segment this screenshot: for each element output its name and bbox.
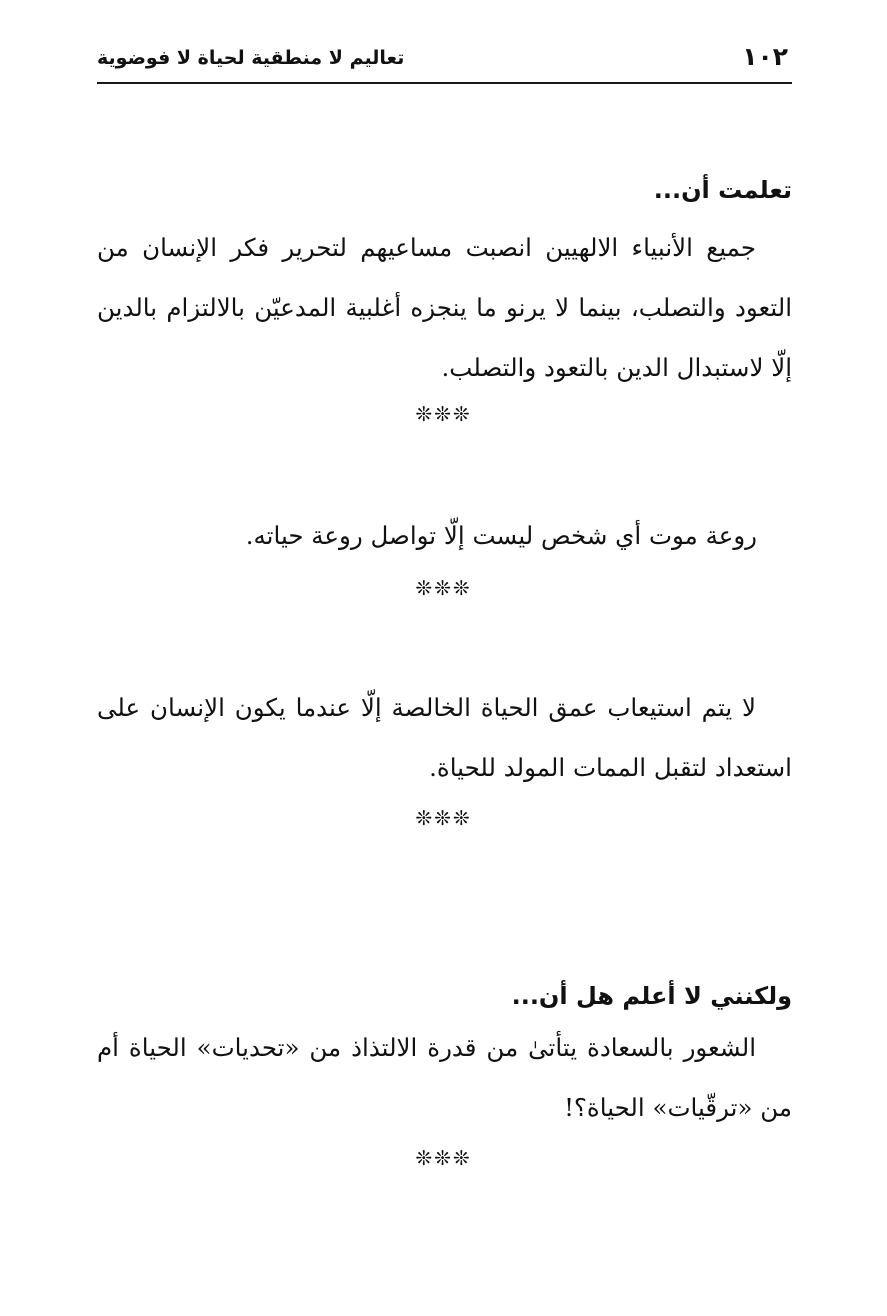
section-separator: ❊❊❊ xyxy=(415,576,472,600)
section-heading-learned: تعلمت أن... xyxy=(653,176,792,204)
section-separator: ❊❊❊ xyxy=(415,402,472,426)
page-number: ١٠٢ xyxy=(742,42,788,71)
page-header xyxy=(97,38,792,84)
paragraph-death-beauty: روعة موت أي شخص ليست إلّا تواصل روعة حياته. xyxy=(245,521,757,550)
paragraph-prophets: جميع الأنبياء الالهيين انصبت مساعيهم لتحرير فكر الإنسان من التعود والتصلب، بينما لا يرنو ما ينجزه أغلبية المدعيّن بالالتزام بالدين إلّا لاستبدال الدين بالتعود والتصلب. xyxy=(97,233,792,382)
paragraph-happiness: الشعور بالسعادة يتأتىٰ من قدرة الالتذاذ من «تحديات» الحياة أم من «ترقّيات» الحياة؟! xyxy=(97,1033,792,1122)
section-separator: ❊❊❊ xyxy=(415,1146,472,1170)
paragraph-life-depth: لا يتم استيعاب عمق الحياة الخالصة إلّا عندما يكون الإنسان على استعداد لتقبل الممات المولد للحياة. xyxy=(97,693,792,782)
section-separator: ❊❊❊ xyxy=(415,806,472,830)
running-title: تعاليم لا منطقية لحياة لا فوضوية xyxy=(97,47,405,69)
section-heading-not-know: ولكنني لا أعلم هل أن... xyxy=(511,982,792,1010)
